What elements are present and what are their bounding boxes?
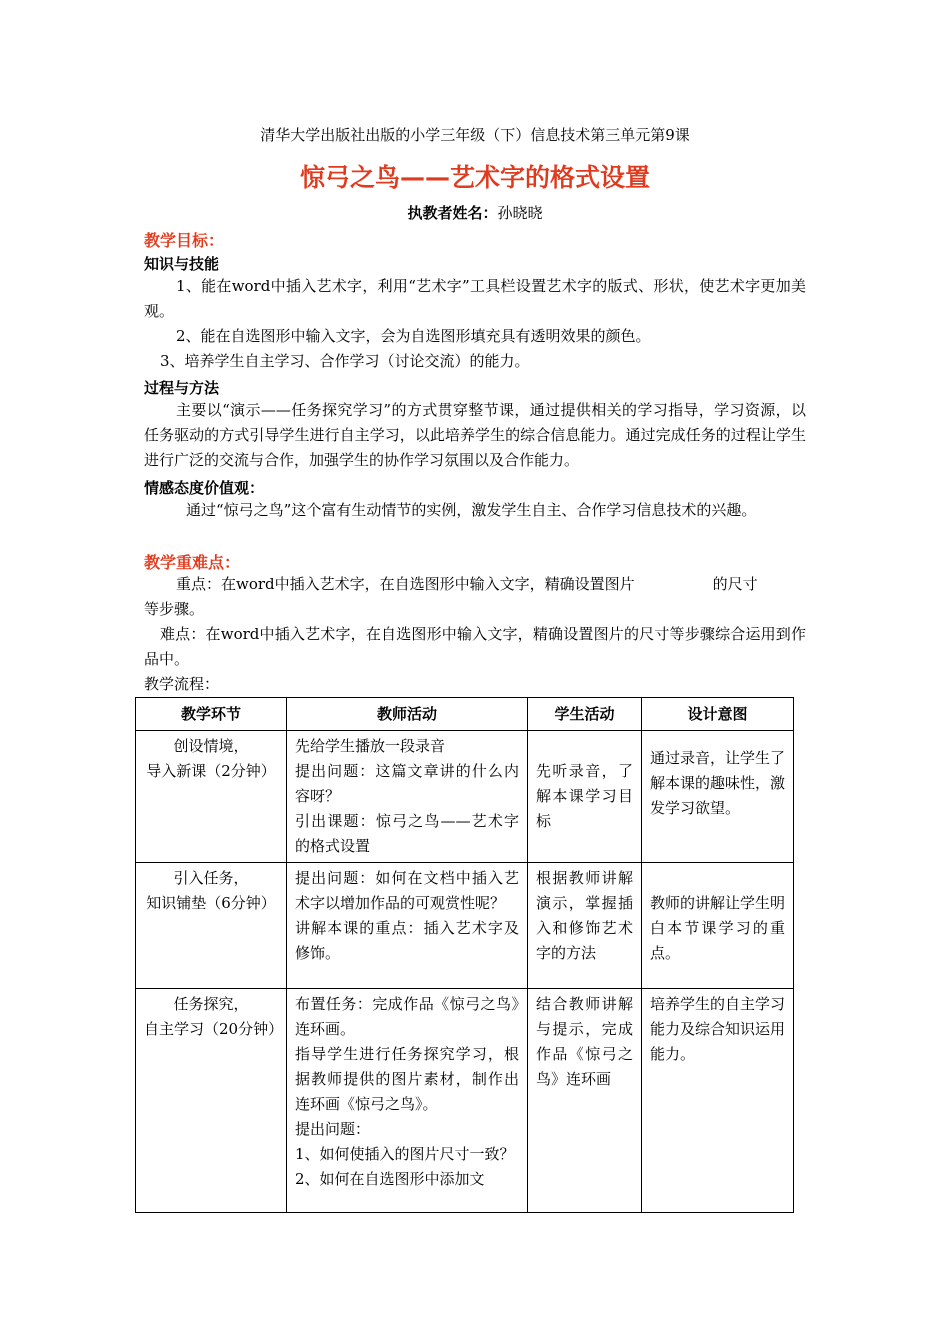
knowledge-item: 1、能在word中插入艺术字，利用“艺术字”工具栏设置艺术字的版式、形状，使艺术字更加美观。 [144, 277, 806, 320]
design-intent-cell: 教师的讲解让学生明白本节课学习的重点。 [642, 863, 794, 989]
focus-part-a: 重点：在word中插入艺术字，在自选图形中输入文字，精确设置图片 [176, 575, 635, 593]
stage-cell: 任务探究， 自主学习（20分钟） [136, 989, 287, 1213]
focus-part-c: 等步骤。 [144, 600, 205, 618]
flow-label: 教学流程： [144, 675, 220, 693]
column-header: 教学环节 [136, 698, 287, 731]
key-points-heading: 教学重难点： [144, 553, 241, 572]
process-heading: 过程与方法 [144, 379, 220, 397]
stage-cell: 引入任务， 知识铺垫（6分钟） [136, 863, 287, 989]
student-activity-cell: 先听录音，了解本课学习目标 [528, 731, 642, 863]
teacher-activity-cell: 提出问题：如何在文档中插入艺术字以增加作品的可观赏性呢？ 讲解本课的重点：插入艺术字及修饰。 [287, 863, 528, 989]
lesson-title: 惊弓之鸟——艺术字的格式设置 [299, 163, 650, 192]
knowledge-heading: 知识与技能 [144, 255, 220, 273]
design-intent-cell: 培养学生的自主学习能力及综合知识运用能力。 [642, 989, 794, 1213]
process-text: 主要以“演示——任务探究学习”的方式贯穿整节课，通过提供相关的学习指导，学习资源，以任务驱动的方式引导学生进行自主学习，以此培养学生的综合信息能力。通过完成任务的过程让学生进行广泛的交流与合作，加强学生的协作学习氛围以及合作能力。 [144, 401, 806, 469]
column-header: 学生活动 [528, 698, 642, 731]
lesson-source: 清华大学出版社出版的小学三年级（下）信息技术第三单元第9课 [260, 126, 690, 144]
focus-text [144, 572, 806, 622]
emotion-text: 通过“惊弓之鸟”这个富有生动情节的实例，激发学生自主、合作学习信息技术的兴趣。 [186, 501, 757, 519]
focus-part-b: 的尺寸 [712, 575, 758, 593]
author-name: 孙晓晓 [497, 204, 543, 222]
stage-cell: 创设情境， 导入新课（2分钟） [136, 731, 287, 863]
table-row [136, 731, 794, 863]
objectives-heading: 教学目标： [144, 231, 225, 250]
design-intent-cell: 通过录音，让学生了解本课的趣味性，激发学习欲望。 [642, 731, 794, 863]
column-header: 教师活动 [287, 698, 528, 731]
teacher-activity-cell: 先给学生播放一段录音 提出问题：这篇文章讲的什么内容呀？ 引出课题：惊弓之鸟——艺术字的格式设置 [287, 731, 528, 863]
student-activity-cell: 根据教师讲解演示，掌握插入和修饰艺术字的方法 [528, 863, 642, 989]
student-activity-cell: 结合教师讲解与提示，完成作品《惊弓之鸟》连环画 [528, 989, 642, 1213]
table-row [136, 989, 794, 1213]
author-label: 执教者姓名： [407, 204, 498, 222]
teaching-flow-table [135, 697, 794, 1213]
teacher-activity-cell: 布置任务：完成作品《惊弓之鸟》连环画。 指导学生进行任务探究学习，根据教师提供的图片素材，制作出连环画《惊弓之鸟》。 提出问题： 1、如何使插入的图片尺寸一致？ 2、如何在自选图形中添加文 [287, 989, 528, 1213]
author-line [0, 202, 950, 223]
emotion-heading: 情感态度价值观： [144, 479, 265, 497]
difficulty-text: 难点：在word中插入艺术字，在自选图形中输入文字，精确设置图片的尺寸等步骤综合运用到作品中。 [144, 625, 806, 668]
table-header-row [136, 698, 794, 731]
column-header: 设计意图 [642, 698, 794, 731]
knowledge-item: 3、培养学生自主学习、合作学习（讨论交流）的能力。 [160, 352, 530, 370]
table-row [136, 863, 794, 989]
knowledge-item: 2、能在自选图形中输入文字，会为自选图形填充具有透明效果的颜色。 [176, 327, 651, 345]
